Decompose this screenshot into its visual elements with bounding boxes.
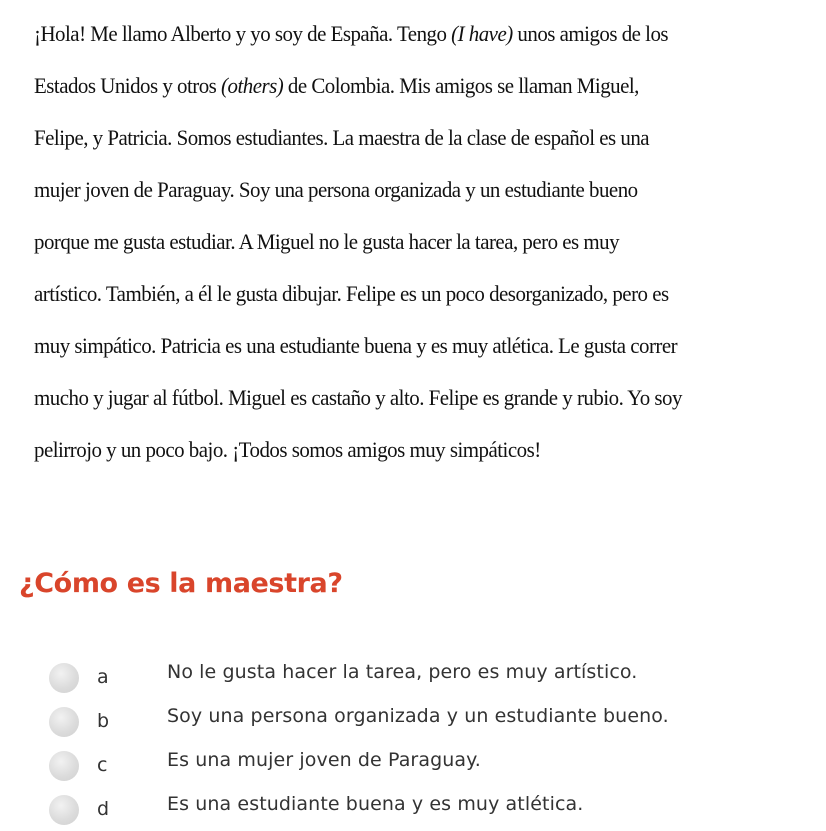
radio-button-b[interactable] [49,707,79,737]
question-title: ¿Cómo es la maestra? [19,568,343,599]
option-text[interactable]: No le gusta hacer la tarea, pero es muy artístico. [167,661,638,683]
option-b[interactable] [0,699,826,743]
passage-line: mucho y jugar al fútbol. Miguel es castaño y alto. Felipe es grande y rubio. Yo soy [34,385,682,410]
passage-line: mujer joven de Paraguay. Soy una persona organizada y un estudiante bueno [34,177,638,202]
option-c[interactable] [0,743,826,787]
passage-line: porque me gusta estudiar. A Miguel no le gusta hacer la tarea, pero es muy [34,229,620,254]
option-letter: c [97,754,108,776]
answer-options [0,655,826,831]
option-d[interactable] [0,787,826,831]
passage-line: artístico. También, a él le gusta dibujar. Felipe es un poco desorganizado, pero es [34,281,669,306]
option-letter: d [97,798,110,820]
option-text[interactable]: Es una estudiante buena y es muy atlética. [167,793,584,815]
passage-line: ¡Hola! Me llamo Alberto y yo soy de España. Tengo (I have) unos amigos de los [34,21,669,46]
passage-line: Felipe, y Patricia. Somos estudiantes. La maestra de la clase de español es una [34,125,650,150]
passage-line: muy simpático. Patricia es una estudiante buena y es muy atlética. Le gusta correr [34,333,678,358]
option-letter: b [97,710,110,732]
option-text[interactable]: Soy una persona organizada y un estudiante bueno. [167,705,669,727]
radio-button-c[interactable] [49,751,79,781]
option-a[interactable] [0,655,826,699]
radio-button-a[interactable] [49,663,79,693]
option-text[interactable]: Es una mujer joven de Paraguay. [167,749,481,771]
reading-passage [34,8,759,476]
passage-line: pelirrojo y un poco bajo. ¡Todos somos amigos muy simpáticos! [34,437,541,462]
radio-button-d[interactable] [49,795,79,825]
translation-note: (I have) [451,21,513,46]
translation-note: (others) [221,73,284,98]
option-letter: a [97,666,109,688]
passage-line: Estados Unidos y otros (others) de Colombia. Mis amigos se llaman Miguel, [34,73,639,98]
